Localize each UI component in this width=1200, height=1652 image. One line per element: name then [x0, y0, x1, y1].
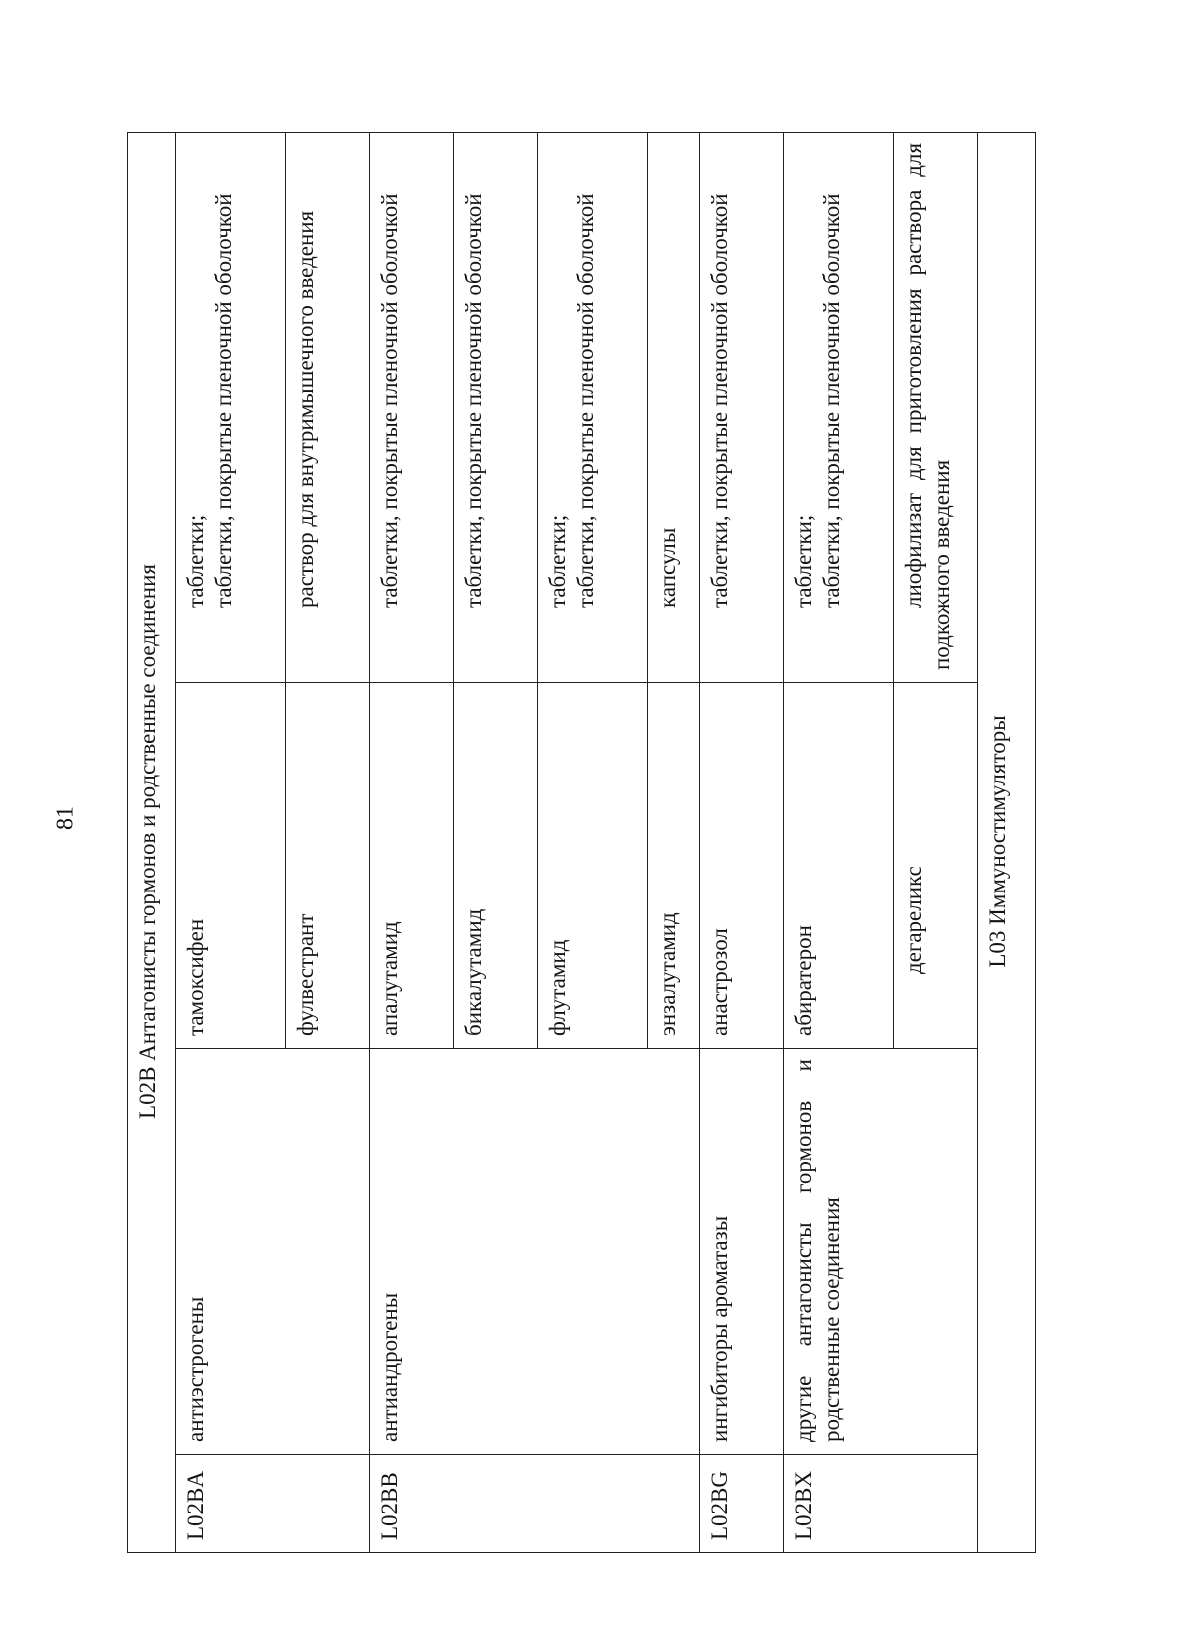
- dosage-form-line: таблетки, покрытые пленочной оболочкой: [377, 193, 402, 608]
- dosage-form-line: таблетки, покрытые пленочной оболочкой: [211, 193, 237, 608]
- drug-name-cell: апалутамид: [370, 683, 454, 1049]
- dosage-form-line: таблетки, покрытые пленочной оболочкой: [461, 193, 486, 608]
- section-heading: L02B Антагонисты гормонов и родственные соединения: [128, 132, 176, 1552]
- group-name-cell: другие антагонисты гормонов и родственные соединения: [784, 1049, 978, 1455]
- group-name-cell: антиэстрогены: [176, 1049, 370, 1455]
- table-row: [700, 132, 784, 1552]
- dosage-form-cell: [176, 132, 286, 682]
- dosage-form-line: таблетки;: [545, 514, 570, 608]
- dosage-form-cell: [286, 132, 370, 682]
- atc-code-cell: L02BX: [784, 1455, 978, 1553]
- atc-code-cell: L02BG: [700, 1455, 784, 1553]
- dosage-form-cell: [648, 132, 700, 682]
- dosage-form-cell: [538, 132, 648, 682]
- drug-name-cell: тамоксифен: [176, 683, 286, 1049]
- atc-code-cell: L02BB: [370, 1455, 700, 1553]
- drug-name-cell: дегареликс: [894, 683, 978, 1049]
- drug-name-cell: анастрозол: [700, 683, 784, 1049]
- drug-name-cell: абиратерон: [784, 683, 894, 1049]
- group-name-cell: ингибиторы ароматазы: [700, 1049, 784, 1455]
- table-row: [176, 132, 286, 1552]
- drug-table: [127, 132, 1036, 1553]
- dosage-form-cell: [370, 132, 454, 682]
- drug-name-cell: энзалутамид: [648, 683, 700, 1049]
- page-number: 81: [52, 806, 79, 830]
- dosage-form-line: таблетки, покрытые пленочной оболочкой: [819, 193, 845, 608]
- table-row: [784, 132, 894, 1552]
- dosage-form-line: таблетки;: [791, 514, 816, 608]
- drug-name-cell: бикалутамид: [454, 683, 538, 1049]
- dosage-form-line: капсулы: [655, 527, 680, 608]
- dosage-form-cell: [700, 132, 784, 682]
- dosage-form-line: лиофилизат для приготовления раствора для подкожного введения: [901, 142, 955, 670]
- table-row-section-heading: [128, 132, 176, 1552]
- group-name-cell: антиандрогены: [370, 1049, 700, 1455]
- dosage-form-cell: [894, 132, 978, 682]
- dosage-form-cell: [454, 132, 538, 682]
- next-section-heading: L03 Иммуностимуляторы: [978, 132, 1036, 1552]
- dosage-form-cell: [784, 132, 894, 682]
- dosage-form-line: таблетки, покрытые пленочной оболочкой: [707, 193, 732, 608]
- dosage-form-line: таблетки;: [183, 514, 208, 608]
- drug-name-cell: фулвестрант: [286, 683, 370, 1049]
- table-row-next-section: [978, 132, 1036, 1552]
- rotated-page-content: [127, 133, 1017, 1553]
- dosage-form-line: раствор для внутримышечного введения: [293, 210, 318, 608]
- dosage-form-line: таблетки, покрытые пленочной оболочкой: [573, 193, 599, 608]
- drug-name-cell: флутамид: [538, 683, 648, 1049]
- atc-code-cell: L02BA: [176, 1455, 370, 1553]
- table-row: [370, 132, 454, 1552]
